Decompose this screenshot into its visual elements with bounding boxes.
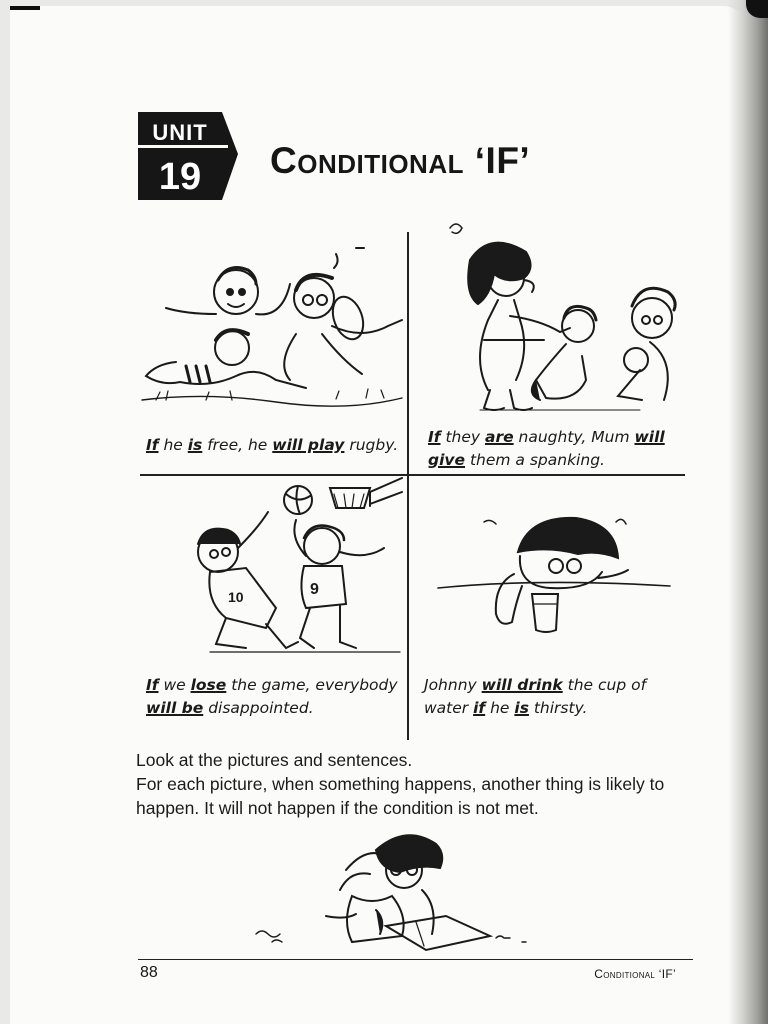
caption-text: thirsty. [528,699,588,717]
svg-text:10: 10 [228,589,244,605]
caption-text: the cup of water [424,676,647,717]
example-caption-2 [428,426,678,472]
thirsty-boy-with-glass-illustration [428,508,674,638]
key-phrase: will give [428,428,665,469]
footer-rule [138,959,693,960]
key-phrase: will drink [481,676,563,694]
book-spine-shadow [728,0,768,1024]
caption-text: the game, everybody [226,676,398,694]
caption-text: he [485,699,515,717]
page-number: 88 [140,964,158,981]
svg-text:9: 9 [310,581,319,598]
unit-number: 19 [158,156,202,198]
caption-text: Johnny [424,676,482,694]
running-head: Conditional ‘IF’ [594,967,676,981]
key-phrase: lose [190,676,227,694]
chapter-title: Conditional ‘IF’ [270,140,531,181]
caption-text: naughty, Mum [513,428,635,446]
caption-text: we [158,676,191,694]
caption-text: he [158,436,188,454]
page-corner-mark [10,6,40,10]
book-page [10,6,752,1024]
key-phrase: are [484,428,514,446]
key-phrase: If [146,436,159,454]
boys-playing-rugby-illustration [136,234,406,414]
key-phrase: is [187,436,203,454]
instructions-line-2: For each picture, when something happens, another thing is likely to happen. It will not happen if the condition is not met. [136,774,665,818]
caption-text: free, he [202,436,273,454]
caption-text: them a spanking. [465,451,605,469]
key-phrase: If [428,428,441,446]
unit-badge [138,112,250,202]
example-caption-4 [424,674,686,720]
key-phrase: will be [146,699,204,717]
unit-label: UNIT [152,120,208,145]
example-caption-3 [146,674,414,720]
children-reading-illustration [236,830,536,958]
key-phrase: is [514,699,529,717]
caption-text: disappointed. [203,699,314,717]
caption-text: they [440,428,485,446]
example-caption-1 [146,434,408,457]
boys-playing-basketball-illustration [180,476,420,666]
key-phrase: If [146,676,159,694]
instructions [136,748,696,820]
caption-text: rugby. [344,436,399,454]
mum-scolding-children-illustration [440,220,690,416]
key-phrase: if [473,699,486,717]
instructions-line-1: Look at the pictures and sentences. [136,750,413,770]
key-phrase: will play [272,436,345,454]
